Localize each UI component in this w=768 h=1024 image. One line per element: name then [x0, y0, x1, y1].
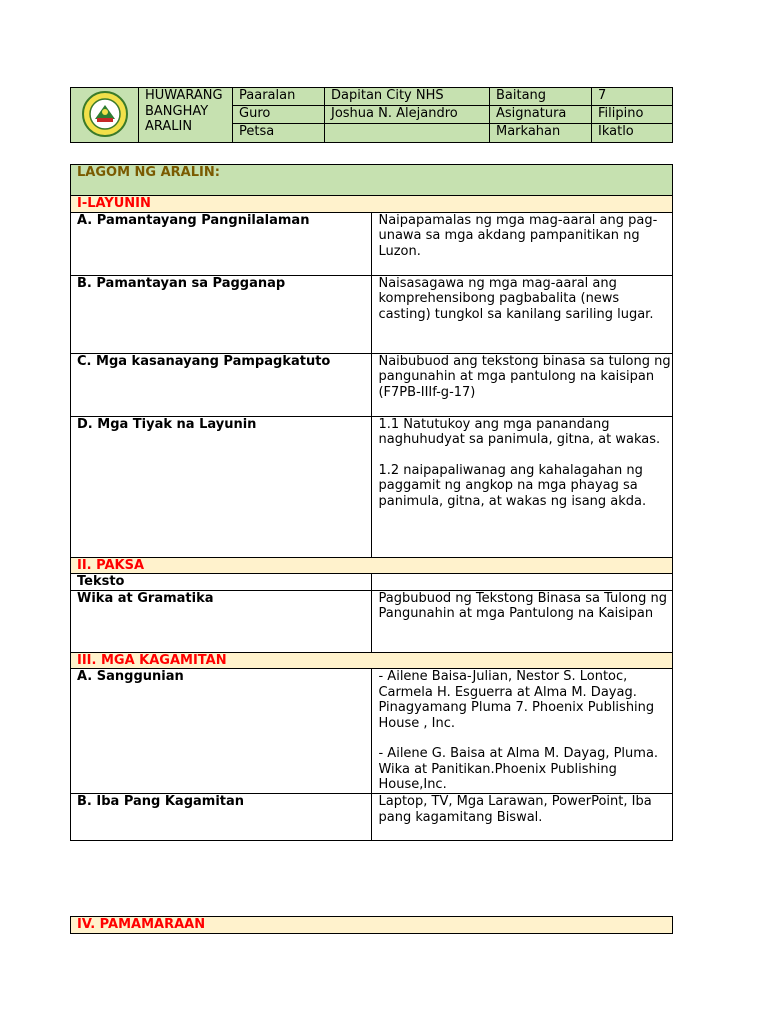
sanggunian-2: - Ailene G. Baisa at Alma M. Dayag, Pluma. Wika at Panitikan.Phoenix Publishing House,Inc.: [378, 746, 659, 792]
school-seal-icon: [82, 91, 128, 137]
label-kasanayang-pampagkatuto: C. Mga kasanayang Pampagkatuto: [71, 353, 372, 416]
label-tiyak-na-layunin: D. Mga Tiyak na Layunin: [71, 416, 372, 557]
value-baitang: 7: [592, 88, 673, 106]
label-guro: Guro: [233, 106, 325, 124]
pamamaraan-table: [70, 916, 673, 934]
text-pamantayang-pangnilalaman: Naipapamalas ng mga mag-aaral ang pag-unawa sa mga akdang pampanitikan ng Luzon.: [372, 212, 673, 275]
text-teksto: [372, 574, 673, 591]
label-asignatura: Asignatura: [490, 106, 592, 124]
text-pamantayan-sa-pagganap: Naisasagawa ng mga mag-aaral ang komprehensibong pagbabalita (news casting) tungkol sa kanilang sariling lugar.: [372, 275, 673, 353]
section-layunin: I-LAYUNIN: [71, 196, 673, 213]
section-paksa: II. PAKSA: [71, 557, 673, 574]
label-baitang: Baitang: [490, 88, 592, 106]
text-wika-at-gramatika: Pagbubuod ng Tekstong Binasa sa Tulong ng Pangunahin at mga Pantulong na Kaisipan: [372, 590, 673, 652]
label-pamantayan-sa-pagganap: B. Pamantayan sa Pagganap: [71, 275, 372, 353]
label-markahan: Markahan: [490, 124, 592, 142]
value-paaralan: Dapitan City NHS: [325, 88, 490, 106]
section-kagamitan: III. MGA KAGAMITAN: [71, 652, 673, 669]
label-teksto: Teksto: [71, 574, 372, 591]
label-wika-at-gramatika: Wika at Gramatika: [71, 590, 372, 652]
lagom-heading: LAGOM NG ARALIN:: [71, 165, 673, 196]
document-title: HUWARANG BANGHAY ARALIN: [139, 88, 233, 143]
header-table: [70, 87, 673, 143]
value-guro: Joshua N. Alejandro: [325, 106, 490, 124]
layunin-1-1: 1.1 Natutukoy ang mga panandang naghuhudyat sa panimula, gitna, at wakas.: [378, 416, 661, 447]
value-petsa: [325, 124, 490, 142]
text-iba-pang-kagamitan: Laptop, TV, Mga Larawan, PowerPoint, Iba pang kagamitang Biswal.: [372, 794, 673, 841]
label-iba-pang-kagamitan: B. Iba Pang Kagamitan: [71, 794, 372, 841]
text-kasanayang-pampagkatuto: Naibubuod ang tekstong binasa sa tulong ng pangunahin at mga pantulong na kaisipan (F7PB-IIIf-g-17): [372, 353, 673, 416]
value-markahan: Ikatlo: [592, 124, 673, 142]
label-petsa: Petsa: [233, 124, 325, 142]
label-pamantayang-pangnilalaman: A. Pamantayang Pangnilalaman: [71, 212, 372, 275]
text-tiyak-na-layunin: [372, 416, 673, 557]
school-seal: [71, 88, 139, 143]
lesson-plan-table: [70, 164, 673, 841]
text-sanggunian: [372, 669, 673, 794]
sanggunian-1: - Ailene Baisa-Julian, Nestor S. Lontoc, Carmela H. Esguerra at Alma M. Dayag. Pinagyamang Pluma 7. Phoenix Publishing House , Inc.: [378, 669, 655, 731]
section-pamamaraan: IV. PAMAMARAAN: [71, 917, 673, 934]
layunin-1-2: 1.2 naipapaliwanag ang kahalagahan ng paggamit ng angkop na mga phayag sa panimula, gitna, at wakas ng isang akda.: [378, 462, 647, 509]
label-paaralan: Paaralan: [233, 88, 325, 106]
value-asignatura: Filipino: [592, 106, 673, 124]
label-sanggunian: A. Sanggunian: [71, 669, 372, 794]
